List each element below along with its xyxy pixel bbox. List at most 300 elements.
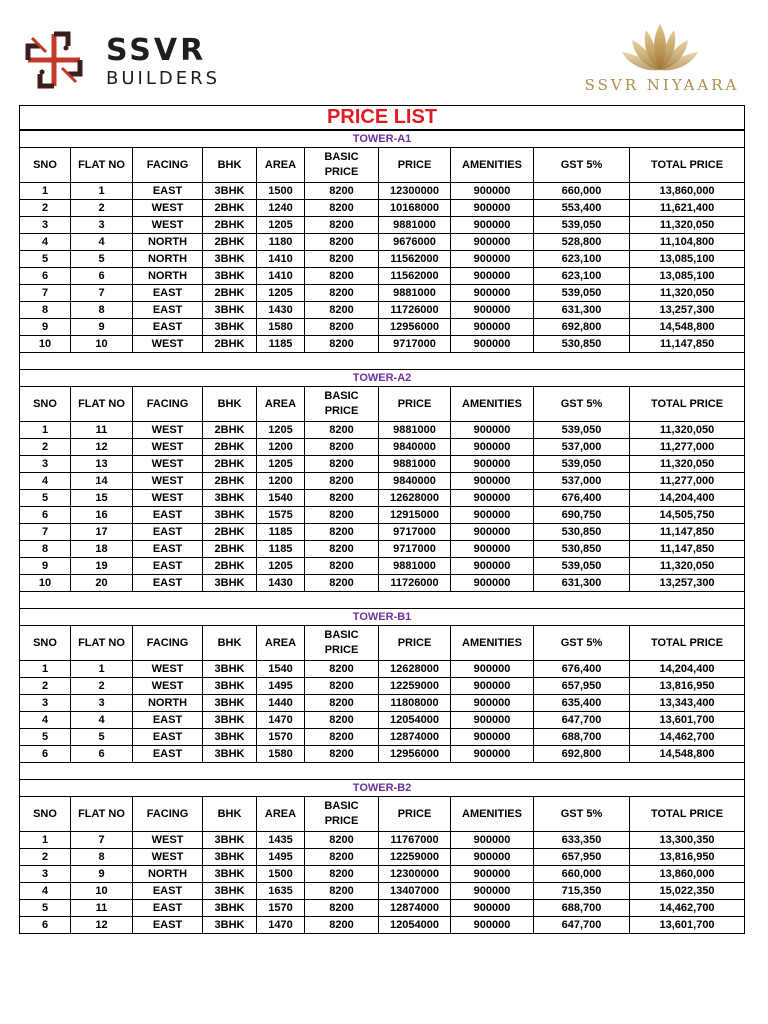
cell-bhk: 3BHK — [203, 302, 257, 319]
column-header-amenities: AMENITIES — [451, 797, 534, 832]
cell-price: 9881000 — [379, 558, 451, 575]
table-row — [20, 285, 745, 302]
cell-gst: 539,050 — [534, 558, 630, 575]
cell-flat-no: 4 — [71, 234, 133, 251]
cell-basic-price: 8200 — [305, 541, 379, 558]
cell-basic-price: 8200 — [305, 319, 379, 336]
cell-total-price: 14,204,400 — [630, 490, 745, 507]
cell-amenities: 900000 — [451, 336, 534, 353]
cell-sno: 5 — [20, 729, 71, 746]
tower-title-row — [20, 609, 745, 626]
cell-gst: 528,800 — [534, 234, 630, 251]
table-row — [20, 422, 745, 439]
cell-flat-no: 12 — [71, 917, 133, 934]
cell-basic-price: 8200 — [305, 917, 379, 934]
cell-area: 1540 — [257, 490, 305, 507]
table-row — [20, 302, 745, 319]
table-row — [20, 678, 745, 695]
cell-facing: WEST — [133, 849, 203, 866]
cell-sno: 5 — [20, 490, 71, 507]
column-header-price: PRICE — [379, 148, 451, 183]
cell-total-price: 11,277,000 — [630, 439, 745, 456]
cell-flat-no: 8 — [71, 849, 133, 866]
cell-sno: 9 — [20, 319, 71, 336]
cell-amenities: 900000 — [451, 524, 534, 541]
column-header-sno: SNO — [20, 148, 71, 183]
table-row — [20, 558, 745, 575]
cell-bhk: 2BHK — [203, 336, 257, 353]
table-row — [20, 712, 745, 729]
table-row — [20, 234, 745, 251]
brand-name — [106, 33, 221, 90]
cell-amenities: 900000 — [451, 234, 534, 251]
cell-area: 1205 — [257, 422, 305, 439]
cell-basic-price: 8200 — [305, 251, 379, 268]
cell-basic-price: 8200 — [305, 832, 379, 849]
cell-facing: NORTH — [133, 268, 203, 285]
cell-amenities: 900000 — [451, 712, 534, 729]
column-header-facing: FACING — [133, 148, 203, 183]
cell-flat-no: 14 — [71, 473, 133, 490]
cell-sno: 8 — [20, 302, 71, 319]
cell-sno: 2 — [20, 678, 71, 695]
cell-price: 12259000 — [379, 678, 451, 695]
cell-bhk: 3BHK — [203, 678, 257, 695]
cell-area: 1575 — [257, 507, 305, 524]
cell-facing: EAST — [133, 746, 203, 763]
cell-amenities: 900000 — [451, 541, 534, 558]
column-header-row — [20, 626, 745, 661]
cell-flat-no: 1 — [71, 661, 133, 678]
cell-flat-no: 20 — [71, 575, 133, 592]
cell-amenities: 900000 — [451, 439, 534, 456]
cell-sno: 4 — [20, 234, 71, 251]
tower-title: TOWER-A2 — [20, 370, 745, 387]
table-row — [20, 507, 745, 524]
table-row — [20, 729, 745, 746]
cell-flat-no: 15 — [71, 490, 133, 507]
cell-area: 1440 — [257, 695, 305, 712]
cell-gst: 537,000 — [534, 439, 630, 456]
cell-amenities: 900000 — [451, 507, 534, 524]
cell-price: 12300000 — [379, 866, 451, 883]
cell-facing: EAST — [133, 575, 203, 592]
table-row — [20, 883, 745, 900]
table-row — [20, 336, 745, 353]
cell-facing: NORTH — [133, 251, 203, 268]
table-row — [20, 849, 745, 866]
cell-facing: EAST — [133, 507, 203, 524]
cell-basic-price: 8200 — [305, 678, 379, 695]
table-row — [20, 866, 745, 883]
cell-facing: WEST — [133, 473, 203, 490]
cell-gst: 660,000 — [534, 866, 630, 883]
cell-flat-no: 10 — [71, 883, 133, 900]
cell-amenities: 900000 — [451, 729, 534, 746]
cell-amenities: 900000 — [451, 473, 534, 490]
cell-amenities: 900000 — [451, 285, 534, 302]
cell-amenities: 900000 — [451, 575, 534, 592]
cell-total-price: 13,860,000 — [630, 183, 745, 200]
table-row — [20, 524, 745, 541]
table-row — [20, 541, 745, 558]
cell-bhk: 3BHK — [203, 268, 257, 285]
cell-gst: 623,100 — [534, 268, 630, 285]
cell-facing: NORTH — [133, 866, 203, 883]
cell-area: 1500 — [257, 866, 305, 883]
cell-total-price: 13,601,700 — [630, 712, 745, 729]
table-row — [20, 183, 745, 200]
cell-gst: 688,700 — [534, 900, 630, 917]
cell-bhk: 3BHK — [203, 575, 257, 592]
cell-price: 9840000 — [379, 439, 451, 456]
cell-basic-price: 8200 — [305, 200, 379, 217]
cell-gst: 537,000 — [534, 473, 630, 490]
cell-area: 1205 — [257, 456, 305, 473]
cell-area: 1185 — [257, 524, 305, 541]
cell-amenities: 900000 — [451, 917, 534, 934]
column-header-bhk: BHK — [203, 626, 257, 661]
table-row — [20, 251, 745, 268]
tower-title-row — [20, 780, 745, 797]
cell-gst: 690,750 — [534, 507, 630, 524]
cell-price: 12054000 — [379, 712, 451, 729]
column-header-bhk: BHK — [203, 148, 257, 183]
column-header-total-price: TOTAL PRICE — [630, 626, 745, 661]
cell-amenities: 900000 — [451, 558, 534, 575]
spacer-cell — [20, 763, 745, 780]
cell-gst: 539,050 — [534, 285, 630, 302]
cell-basic-price: 8200 — [305, 302, 379, 319]
table-row — [20, 456, 745, 473]
cell-gst: 631,300 — [534, 575, 630, 592]
table-row — [20, 268, 745, 285]
cell-area: 1540 — [257, 661, 305, 678]
cell-flat-no: 6 — [71, 746, 133, 763]
cell-flat-no: 12 — [71, 439, 133, 456]
table-row — [20, 217, 745, 234]
cell-amenities: 900000 — [451, 678, 534, 695]
cell-area: 1200 — [257, 439, 305, 456]
cell-price: 9717000 — [379, 524, 451, 541]
column-header-amenities: AMENITIES — [451, 626, 534, 661]
cell-bhk: 3BHK — [203, 883, 257, 900]
cell-basic-price: 8200 — [305, 712, 379, 729]
cell-sno: 2 — [20, 439, 71, 456]
price-list-table — [19, 105, 745, 934]
cell-facing: NORTH — [133, 695, 203, 712]
cell-price: 9717000 — [379, 336, 451, 353]
cell-facing: EAST — [133, 729, 203, 746]
tower-spacer-row — [20, 353, 745, 370]
cell-facing: WEST — [133, 456, 203, 473]
table-row — [20, 473, 745, 490]
table-row — [20, 200, 745, 217]
column-header-amenities: AMENITIES — [451, 148, 534, 183]
cell-facing: WEST — [133, 832, 203, 849]
cell-flat-no: 1 — [71, 183, 133, 200]
cell-basic-price: 8200 — [305, 439, 379, 456]
cell-sno: 3 — [20, 456, 71, 473]
column-header-price: PRICE — [379, 387, 451, 422]
cell-sno: 6 — [20, 917, 71, 934]
cell-gst: 688,700 — [534, 729, 630, 746]
cell-amenities: 900000 — [451, 251, 534, 268]
cell-bhk: 2BHK — [203, 473, 257, 490]
cell-basic-price: 8200 — [305, 729, 379, 746]
column-header-total-price: TOTAL PRICE — [630, 797, 745, 832]
cell-gst: 676,400 — [534, 490, 630, 507]
cell-basic-price: 8200 — [305, 285, 379, 302]
cell-bhk: 2BHK — [203, 456, 257, 473]
cell-bhk: 2BHK — [203, 200, 257, 217]
cell-amenities: 900000 — [451, 900, 534, 917]
cell-amenities: 900000 — [451, 422, 534, 439]
cell-amenities: 900000 — [451, 866, 534, 883]
column-header-basic-price: BASIC PRICE — [305, 797, 379, 832]
cell-basic-price: 8200 — [305, 234, 379, 251]
tower-title: TOWER-B2 — [20, 780, 745, 797]
cell-price: 11562000 — [379, 268, 451, 285]
cell-sno: 7 — [20, 285, 71, 302]
cell-bhk: 3BHK — [203, 746, 257, 763]
cell-basic-price: 8200 — [305, 661, 379, 678]
cell-bhk: 2BHK — [203, 439, 257, 456]
cell-area: 1430 — [257, 302, 305, 319]
column-header-area: AREA — [257, 797, 305, 832]
cell-facing: WEST — [133, 439, 203, 456]
column-header-total-price: TOTAL PRICE — [630, 148, 745, 183]
column-header-flat-no: FLAT NO — [71, 148, 133, 183]
spacer-cell — [20, 353, 745, 370]
cell-price: 12956000 — [379, 319, 451, 336]
column-header-basic-price: BASIC PRICE — [305, 148, 379, 183]
cell-flat-no: 3 — [71, 217, 133, 234]
cell-amenities: 900000 — [451, 183, 534, 200]
cell-facing: WEST — [133, 200, 203, 217]
cell-area: 1240 — [257, 200, 305, 217]
cell-flat-no: 11 — [71, 422, 133, 439]
column-header-flat-no: FLAT NO — [71, 797, 133, 832]
cell-area: 1435 — [257, 832, 305, 849]
cell-sno: 10 — [20, 336, 71, 353]
cell-total-price: 14,548,800 — [630, 746, 745, 763]
cell-price: 11726000 — [379, 302, 451, 319]
ssvr-niyaara-logo — [560, 22, 760, 102]
spacer-cell — [20, 592, 745, 609]
cell-facing: EAST — [133, 541, 203, 558]
cell-facing: EAST — [133, 285, 203, 302]
cell-bhk: 3BHK — [203, 729, 257, 746]
cell-total-price: 13,257,300 — [630, 575, 745, 592]
cell-gst: 715,350 — [534, 883, 630, 900]
cell-amenities: 900000 — [451, 832, 534, 849]
cell-sno: 7 — [20, 524, 71, 541]
column-header-bhk: BHK — [203, 797, 257, 832]
cell-bhk: 3BHK — [203, 900, 257, 917]
table-row — [20, 695, 745, 712]
cell-flat-no: 5 — [71, 251, 133, 268]
cell-flat-no: 10 — [71, 336, 133, 353]
column-header-sno: SNO — [20, 797, 71, 832]
cell-amenities: 900000 — [451, 695, 534, 712]
cell-amenities: 900000 — [451, 456, 534, 473]
cell-basic-price: 8200 — [305, 695, 379, 712]
cell-facing: WEST — [133, 678, 203, 695]
cell-bhk: 3BHK — [203, 712, 257, 729]
cell-basic-price: 8200 — [305, 746, 379, 763]
cell-facing: EAST — [133, 917, 203, 934]
cell-amenities: 900000 — [451, 268, 534, 285]
cell-area: 1430 — [257, 575, 305, 592]
cell-amenities: 900000 — [451, 849, 534, 866]
column-header-facing: FACING — [133, 626, 203, 661]
cell-price: 12874000 — [379, 729, 451, 746]
cell-total-price: 14,462,700 — [630, 729, 745, 746]
cell-gst: 539,050 — [534, 456, 630, 473]
cell-area: 1470 — [257, 917, 305, 934]
cell-area: 1500 — [257, 183, 305, 200]
cell-price: 9881000 — [379, 456, 451, 473]
cell-amenities: 900000 — [451, 883, 534, 900]
cell-gst: 631,300 — [534, 302, 630, 319]
cell-flat-no: 5 — [71, 729, 133, 746]
cell-basic-price: 8200 — [305, 456, 379, 473]
cell-total-price: 14,462,700 — [630, 900, 745, 917]
cell-total-price: 11,621,400 — [630, 200, 745, 217]
cell-basic-price: 8200 — [305, 217, 379, 234]
column-header-flat-no: FLAT NO — [71, 626, 133, 661]
cell-amenities: 900000 — [451, 217, 534, 234]
cell-area: 1495 — [257, 849, 305, 866]
cell-gst: 530,850 — [534, 336, 630, 353]
cell-flat-no: 2 — [71, 200, 133, 217]
cell-bhk: 2BHK — [203, 524, 257, 541]
cell-gst: 633,350 — [534, 832, 630, 849]
table-row — [20, 661, 745, 678]
cell-flat-no: 3 — [71, 695, 133, 712]
cell-bhk: 2BHK — [203, 217, 257, 234]
title-row — [20, 106, 745, 131]
cell-basic-price: 8200 — [305, 336, 379, 353]
cell-sno: 1 — [20, 832, 71, 849]
cell-basic-price: 8200 — [305, 268, 379, 285]
cell-basic-price: 8200 — [305, 849, 379, 866]
cell-amenities: 900000 — [451, 746, 534, 763]
cell-price: 12300000 — [379, 183, 451, 200]
cell-sno: 6 — [20, 268, 71, 285]
cell-gst: 657,950 — [534, 678, 630, 695]
cell-total-price: 11,320,050 — [630, 285, 745, 302]
cell-price: 12054000 — [379, 917, 451, 934]
column-header-price: PRICE — [379, 797, 451, 832]
cell-area: 1580 — [257, 319, 305, 336]
cell-gst: 530,850 — [534, 541, 630, 558]
cell-bhk: 3BHK — [203, 661, 257, 678]
cell-bhk: 3BHK — [203, 849, 257, 866]
cell-facing: WEST — [133, 336, 203, 353]
column-header-facing: FACING — [133, 797, 203, 832]
column-header-gst: GST 5% — [534, 797, 630, 832]
cell-gst: 647,700 — [534, 712, 630, 729]
cell-facing: WEST — [133, 217, 203, 234]
column-header-row — [20, 387, 745, 422]
cell-price: 9676000 — [379, 234, 451, 251]
cell-gst: 660,000 — [534, 183, 630, 200]
cell-facing: WEST — [133, 422, 203, 439]
cell-amenities: 900000 — [451, 319, 534, 336]
column-header-basic-price: BASIC PRICE — [305, 387, 379, 422]
tower-spacer-row — [20, 592, 745, 609]
cell-facing: EAST — [133, 183, 203, 200]
cell-area: 1410 — [257, 268, 305, 285]
cell-facing: EAST — [133, 883, 203, 900]
cell-price: 9881000 — [379, 217, 451, 234]
column-header-row — [20, 148, 745, 183]
cell-total-price: 13,343,400 — [630, 695, 745, 712]
cell-area: 1570 — [257, 729, 305, 746]
cell-bhk: 2BHK — [203, 285, 257, 302]
cell-flat-no: 9 — [71, 866, 133, 883]
cell-gst: 539,050 — [534, 422, 630, 439]
cell-price: 12628000 — [379, 490, 451, 507]
column-header-bhk: BHK — [203, 387, 257, 422]
cell-flat-no: 9 — [71, 319, 133, 336]
cell-bhk: 3BHK — [203, 866, 257, 883]
cell-total-price: 14,505,750 — [630, 507, 745, 524]
cell-basic-price: 8200 — [305, 883, 379, 900]
cell-bhk: 3BHK — [203, 490, 257, 507]
cell-area: 1180 — [257, 234, 305, 251]
cell-total-price: 13,085,100 — [630, 268, 745, 285]
table-row — [20, 832, 745, 849]
cell-flat-no: 16 — [71, 507, 133, 524]
cell-sno: 6 — [20, 507, 71, 524]
cell-price: 13407000 — [379, 883, 451, 900]
cell-total-price: 13,860,000 — [630, 866, 745, 883]
cell-area: 1495 — [257, 678, 305, 695]
tower-title: TOWER-B1 — [20, 609, 745, 626]
cell-bhk: 3BHK — [203, 832, 257, 849]
cell-facing: NORTH — [133, 234, 203, 251]
cell-facing: WEST — [133, 661, 203, 678]
cell-price: 11726000 — [379, 575, 451, 592]
cell-total-price: 13,300,350 — [630, 832, 745, 849]
table-row — [20, 746, 745, 763]
column-header-area: AREA — [257, 387, 305, 422]
cell-price: 12956000 — [379, 746, 451, 763]
cell-flat-no: 13 — [71, 456, 133, 473]
cell-bhk: 2BHK — [203, 558, 257, 575]
cell-facing: EAST — [133, 319, 203, 336]
cell-total-price: 11,104,800 — [630, 234, 745, 251]
column-header-gst: GST 5% — [534, 148, 630, 183]
cell-total-price: 13,257,300 — [630, 302, 745, 319]
cell-amenities: 900000 — [451, 200, 534, 217]
cell-basic-price: 8200 — [305, 524, 379, 541]
table-row — [20, 917, 745, 934]
cell-facing: EAST — [133, 302, 203, 319]
cell-price: 9840000 — [379, 473, 451, 490]
cell-sno: 1 — [20, 183, 71, 200]
cell-gst: 657,950 — [534, 849, 630, 866]
column-header-gst: GST 5% — [534, 626, 630, 661]
cell-total-price: 11,147,850 — [630, 336, 745, 353]
cell-price: 11767000 — [379, 832, 451, 849]
cell-flat-no: 4 — [71, 712, 133, 729]
cell-price: 9881000 — [379, 285, 451, 302]
tower-title: TOWER-A1 — [20, 130, 745, 148]
